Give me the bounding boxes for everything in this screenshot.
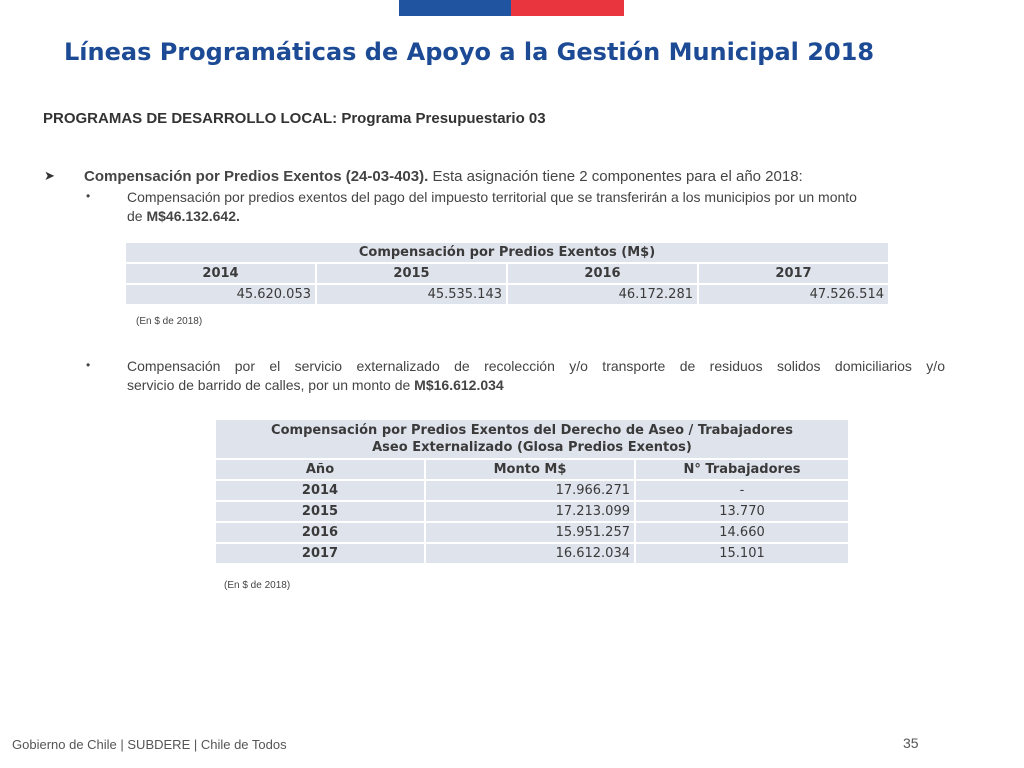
table2-title-line1: Compensación por Predios Exentos del Derecho de Aseo / Trabajadores [271,423,793,438]
table-row [216,502,848,521]
table-compensacion [124,241,890,306]
bullet-2-line1: Compensación por el servicio externalizado de recolección y/o transporte de residuos solidos domiciliarios y/o [127,358,945,374]
table1-value: 46.172.281 [508,285,697,304]
table-aseo [214,418,850,565]
table2-amount: 17.213.099 [426,502,634,521]
table2-year: 2014 [216,481,424,500]
table2-amount: 17.966.271 [426,481,634,500]
bullet-dot-icon: • [86,358,91,372]
flag-blue-bar [399,0,511,16]
table2-amount: 16.612.034 [426,544,634,563]
table2-workers: 13.770 [636,502,848,521]
bullet-1-line1: Compensación por predios exentos del pago del impuesto territorial que se transferirán a los municipios por un monto [127,189,857,205]
table2-header: Año [216,460,424,479]
page-title: Líneas Programáticas de Apoyo a la Gestión Municipal 2018 [64,38,875,66]
section-subtitle: PROGRAMAS DE DESARROLLO LOCAL: Programa Presupuestario 03 [43,110,546,127]
table2-note: (En $ de 2018) [224,580,291,591]
table2-header: N° Trabajadores [636,460,848,479]
table2-amount: 15.951.257 [426,523,634,542]
table2-year: 2016 [216,523,424,542]
table2-header: Monto M$ [426,460,634,479]
table1-value: 45.535.143 [317,285,506,304]
footer-text: Gobierno de Chile | SUBDERE | Chile de Todos [12,737,287,752]
bullet-dot-icon: • [86,189,91,203]
table1-header: 2015 [317,264,506,283]
table1-header: 2014 [126,264,315,283]
bullet-2-line2 [127,376,945,395]
table-row [216,544,848,563]
bullet-2 [127,357,945,395]
table1-value: 47.526.514 [699,285,888,304]
table2-title [216,420,848,458]
item-compensacion [84,167,803,186]
table1-header: 2016 [508,264,697,283]
item-heading: Compensación por Predios Exentos (24-03-403). [84,168,429,185]
bullet-1-prefix: de [127,208,147,224]
page-number: 35 [903,735,919,751]
table2-workers: 15.101 [636,544,848,563]
bullet-1-amount: M$46.132.642. [146,208,240,224]
table1-note: (En $ de 2018) [136,316,203,327]
table-row [216,523,848,542]
table2-workers: 14.660 [636,523,848,542]
table1-value: 45.620.053 [126,285,315,304]
table2-workers: - [636,481,848,500]
bullet-2-prefix: servicio de barrido de calles, por un monto de [127,377,415,393]
table1-header: 2017 [699,264,888,283]
table1-title: Compensación por Predios Exentos (M$) [126,243,888,262]
bullet-2-amount: M$16.612.034 [414,377,504,393]
bullet-1 [127,188,957,226]
table-row [216,481,848,500]
table2-year: 2017 [216,544,424,563]
table2-title-line2: Aseo Externalizado (Glosa Predios Exentos) [372,440,692,455]
bullet-1-line2 [127,207,957,226]
arrow-bullet-icon: ➤ [44,168,55,183]
table2-year: 2015 [216,502,424,521]
flag-red-bar [511,0,624,16]
item-text: Esta asignación tiene 2 componentes para el año 2018: [428,168,803,185]
